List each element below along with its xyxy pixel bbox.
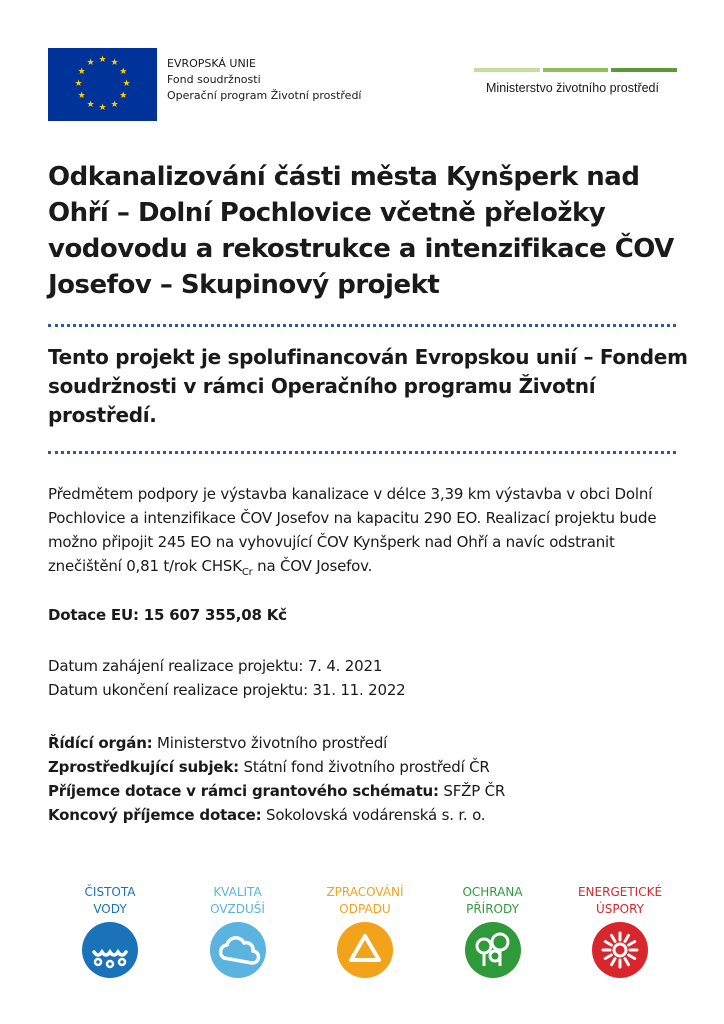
project-description (48, 482, 688, 585)
cloud-icon (210, 922, 266, 978)
trees-icon (465, 922, 521, 978)
theme-label-line: KVALITA (213, 885, 262, 899)
water-icon (82, 922, 138, 978)
eu-grant-amount: Dotace EU: 15 607 355,08 Kč (48, 606, 287, 624)
eu-star-icon: ★ (119, 67, 128, 77)
start-date: Datum zahájení realizace projektu: 7. 4. 2021 (48, 657, 383, 675)
ministry-logo (474, 68, 677, 95)
theme-label (462, 884, 522, 922)
fund-name: Fond soudržnosti (167, 73, 261, 86)
ministry-bar-3 (611, 68, 677, 72)
eu-star-icon: ★ (98, 103, 107, 113)
org-row-managing (48, 731, 505, 755)
sun-icon (592, 922, 648, 978)
org-row-final-recipient (48, 803, 505, 827)
ministry-bar-1 (474, 68, 540, 72)
theme-label-line: ODPADU (339, 902, 391, 916)
organizations-list (48, 731, 505, 827)
project-dates (48, 654, 406, 702)
ministry-color-bars (474, 68, 677, 72)
eu-star-icon: ★ (77, 67, 86, 77)
theme-air (178, 884, 298, 978)
org-row-recipient (48, 779, 505, 803)
theme-waste (305, 884, 425, 978)
eu-logo-block (48, 48, 362, 121)
description-text-end: na ČOV Josefov. (252, 557, 373, 575)
eu-star-icon: ★ (98, 55, 107, 65)
theme-label-line: ENERGETICKÉ (577, 885, 663, 899)
org-label: Řídící orgán: (48, 734, 153, 752)
theme-energy (560, 884, 680, 978)
description-text: Předmětem podpory je výstavba kanalizace v délce 3,39 km výstavba v obci Dolní Pochlovice a intenzifikace ČOV Josefov na kapacitu 290 EO. Realizací projektu bude možno připojit 245 EO na vyhovující ČOV Kynšperk nad Ohří a navíc odstranit znečištění 0,81 t/rok CHSK (48, 485, 657, 575)
dotted-divider-bottom (48, 451, 676, 454)
programme-name: Operační program Životní prostředí (167, 89, 362, 102)
eu-star-icon: ★ (122, 79, 131, 89)
eu-star-icon: ★ (110, 58, 119, 69)
theme-label-line: ZPRACOVÁNÍ (326, 885, 404, 899)
project-title: Odkanalizování části města Kynšperk nad Ohří – Dolní Pochlovice včetně přeložky vodovodu a rekostrukce a intenzifikace ČOV Josefov – Skupinový projekt (48, 162, 674, 300)
org-label: Zprostředkující subjek: (48, 758, 239, 776)
theme-label (85, 884, 136, 922)
dotted-divider-top (48, 324, 676, 327)
triangle-icon (337, 922, 393, 978)
theme-label-line: ČISTOTA (84, 885, 136, 899)
eu-flag-icon (48, 48, 157, 121)
org-value: Sokolovská vodárenská s. r. o. (261, 806, 486, 824)
theme-label-line: ÚSPORY (596, 902, 644, 916)
eu-star-icon: ★ (77, 91, 86, 101)
theme-label (210, 884, 265, 922)
theme-label (578, 884, 662, 922)
eu-star-icon: ★ (86, 99, 95, 110)
description-subscript: Cr (241, 567, 253, 578)
cofinancing-statement: Tento projekt je spolufinancován Evropskou unií – Fondem soudržnosti v rámci Operačního programu Životní prostředí. (48, 345, 688, 427)
theme-label-line: OVZDUŠÍ (210, 902, 265, 916)
theme-water (50, 884, 170, 978)
org-value: Státní fond životního prostředí ČR (238, 758, 490, 776)
eu-name: EVROPSKÁ UNIE (167, 57, 256, 70)
org-label: Příjemce dotace v rámci grantového schématu: (48, 782, 439, 800)
theme-nature (433, 884, 553, 978)
ministry-bar-2 (543, 68, 609, 72)
eu-programme-text (167, 56, 362, 104)
eu-star-icon: ★ (74, 79, 83, 89)
org-value: Ministerstvo životního prostředí (152, 734, 388, 752)
theme-icons-row (50, 884, 680, 978)
org-label: Koncový příjemce dotace: (48, 806, 262, 824)
eu-star-icon: ★ (119, 91, 128, 101)
org-row-intermediary (48, 755, 505, 779)
ministry-name: Ministerstvo životního prostředí (486, 81, 659, 95)
eu-star-icon: ★ (110, 99, 119, 110)
theme-label-line: PŘÍRODY (466, 902, 519, 916)
theme-label (326, 884, 403, 922)
org-value: SFŽP ČR (438, 782, 506, 800)
end-date: Datum ukončení realizace projektu: 31. 11. 2022 (48, 681, 406, 699)
eu-star-icon: ★ (86, 58, 95, 69)
theme-label-line: VODY (93, 902, 127, 916)
theme-label-line: OCHRANA (462, 885, 523, 899)
